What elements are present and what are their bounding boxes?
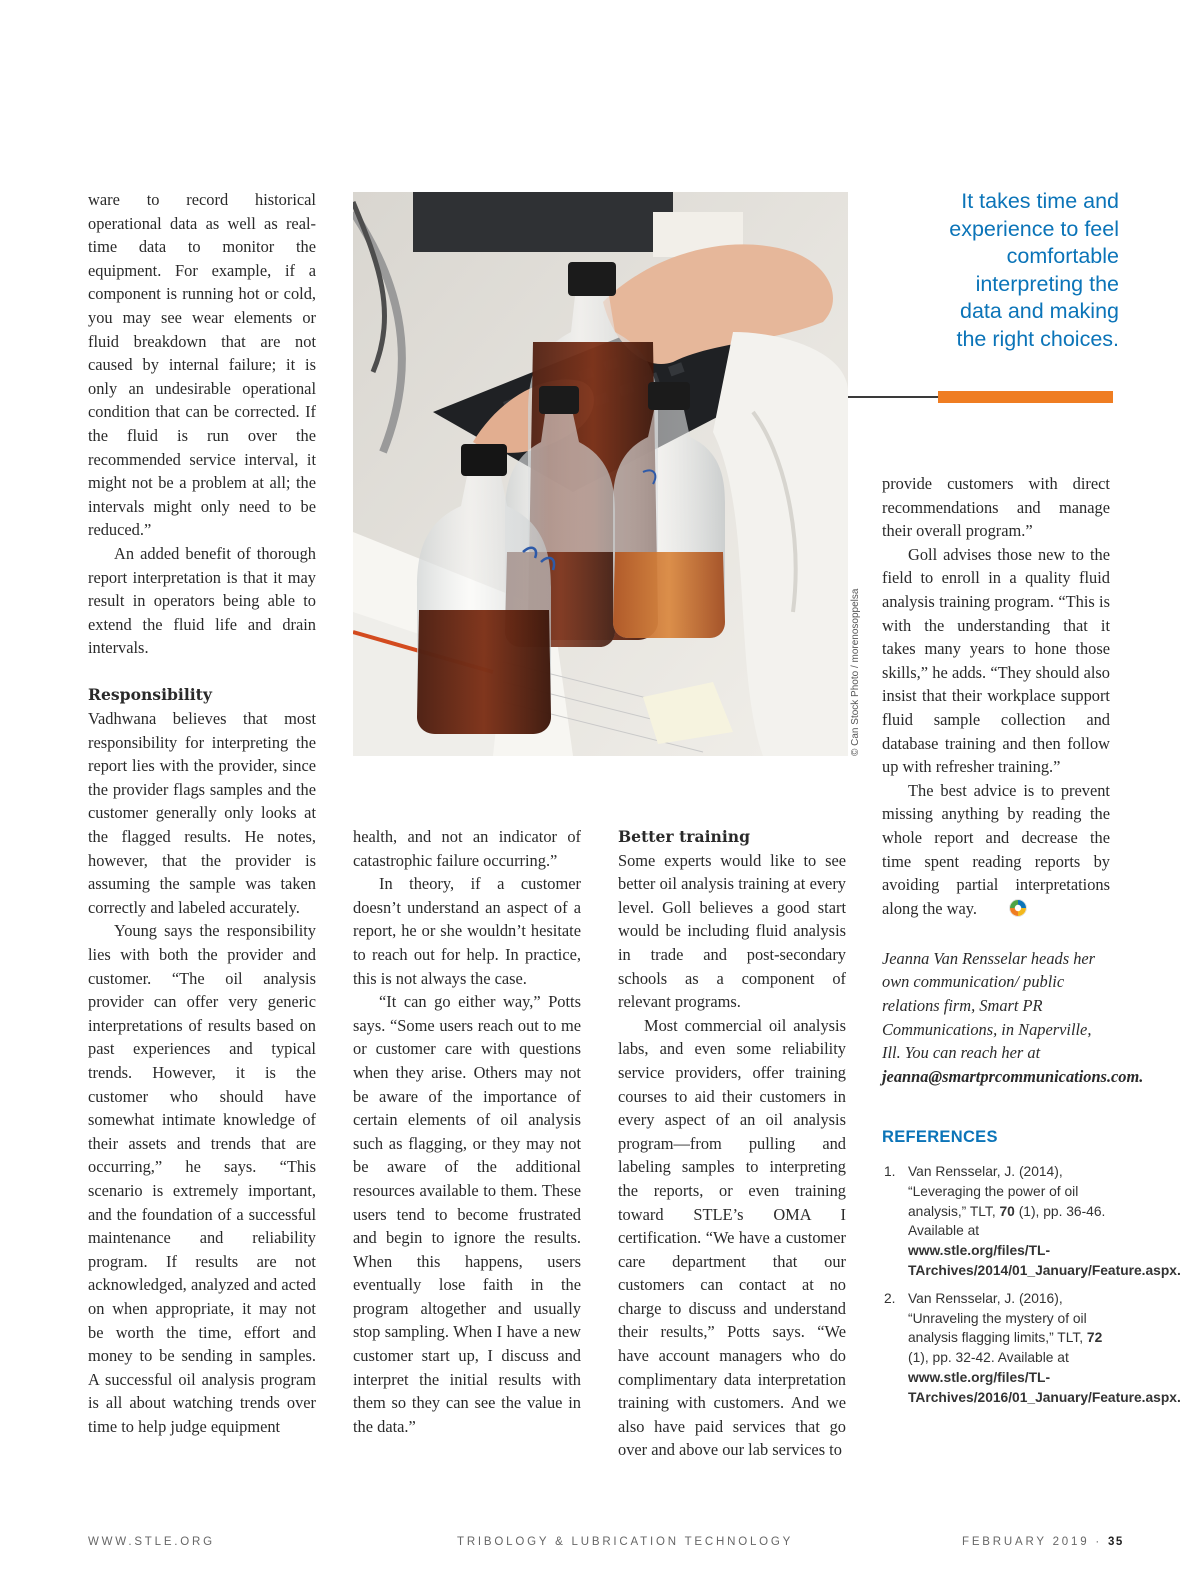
section-heading-better-training: Better training <box>618 827 751 846</box>
reference-item <box>882 1162 1181 1281</box>
stle-logo-icon <box>983 899 1027 924</box>
photo-credit: © Can Stock Photo / morenosoppelsa <box>850 588 861 756</box>
section-heading-responsibility: Responsibility <box>88 685 212 705</box>
body-paragraph: Most commercial oil analysis labs, and even some reliability service providers, offer training courses to aid their customers in every aspect of an oil analysis program—from pulling and labeling samples to interpreting the reports, or even training toward STLE’s OMA I certification. “We have a customer care department that our customers can contact at no charge to discuss and understand their results,” Potts says. “We have account managers who do complimentary data interpretation training with customers. And we also have paid services that go over and above our lab services to <box>618 1015 846 1460</box>
reference-number: 1. <box>884 1164 896 1180</box>
author-bio <box>882 947 1144 1089</box>
reference-text: Van Rensselar, J. (2016), “Unraveling the mystery of oil analysis flagging limits,” TLT, <box>908 1290 1087 1346</box>
reference-volume: 72 <box>1086 1330 1103 1346</box>
pull-quote: It takes time and experience to feel comfortable interpreting the data and making the right choices. <box>949 189 1119 351</box>
text-column-2 <box>353 825 581 1438</box>
text-column-1 <box>88 188 316 1438</box>
footer-website[interactable]: WWW.STLE.ORG <box>88 1536 215 1548</box>
footer-date-text: FEBRUARY 2019 · <box>962 1536 1103 1548</box>
page-number: 35 <box>1108 1536 1124 1548</box>
references-heading: REFERENCES <box>882 1128 998 1147</box>
paragraph-spacer <box>882 923 1110 947</box>
body-paragraph: ware to record historical operational data as well as real-time data to monitor the equipment. For example, if a component is running hot or cold, you may see wear elements or fluid breakdown that are not caused by internal failure; it is only an undesirable operational condition that can be corrected. If the fluid is run over the recommended service interval, it might not be a problem at all; the intervals might only need to be reduced.” <box>88 190 316 540</box>
reference-text: (1), pp. 32-42. Available at <box>908 1350 1069 1366</box>
reference-volume: 70 <box>999 1203 1015 1219</box>
body-paragraph: In theory, if a customer doesn’t understand an aspect of a report, he or she wouldn’t hesitate to reach out for help. In practice, this is not always the case. <box>353 874 581 988</box>
pull-quote-rule <box>848 396 938 398</box>
reference-url-link[interactable]: www.stle.org/files/TL-TArchives/2016/01_January/Feature.aspx. <box>908 1370 1181 1405</box>
body-paragraph: “It can go either way,” Potts says. “Some users reach out to me or customer care with questions when they arise. Others may not be aware of the importance of certain elements of oil analysis such as flagging, or they may not be aware of the additional resources available to them. These users tend to become frustrated and begin to ignore the results. When this happens, users eventually lose faith in the program altogether and usually stop sampling. When I have a new customer start up, I discuss and interpret the initial results with them so they can see the value in the data.” <box>353 992 581 1436</box>
body-paragraph: Vadhwana believes that most responsibility for interpreting the report lies with the provider, since the provider flags samples and the customer generally only looks at the flagged results. He notes, however, that the provider is assuming the sample was taken correctly and labeled accurately. <box>88 709 316 917</box>
reference-url-link[interactable]: www.stle.org/files/TL-TArchives/2014/01_January/Feature.aspx. <box>908 1243 1181 1279</box>
body-paragraph: An added benefit of thorough report interpretation is that it may result in operators being able to extend the fluid life and drain intervals. <box>88 543 316 658</box>
references-list <box>882 1162 1181 1408</box>
pull-quote-accent-bar <box>938 391 1113 403</box>
reference-text: (1), pp. 36-46. Available at <box>908 1203 1106 1239</box>
footer-publication: TRIBOLOGY & LUBRICATION TECHNOLOGY <box>457 1536 794 1548</box>
text-column-3 <box>618 825 846 1462</box>
closing-text: The best advice is to prevent missing anything by reading the whole report and decrease the time spent reading reports by avoiding partial interpretations along the way. <box>882 780 1110 918</box>
footer-date <box>962 1536 1124 1548</box>
author-email-link[interactable]: jeanna@smartprcommunications.com. <box>882 1066 1144 1086</box>
reference-text: Van Rensselar, J. (2014), “Leveraging the power of oil analysis,” TLT, <box>908 1164 1079 1219</box>
paragraph-spacer <box>88 660 316 684</box>
reference-item <box>882 1289 1181 1408</box>
body-paragraph: health, and not an indicator of catastrophic failure occurring.” <box>353 827 581 870</box>
reference-number: 2. <box>884 1290 896 1306</box>
body-paragraph: Some experts would like to see better oil analysis training at every level. Goll believes a good start would be including fluid analysis in trade and post-secondary schools as a component of relevant programs. <box>618 850 846 1012</box>
oil-sample-bottles-image <box>353 192 848 756</box>
body-paragraph-final <box>882 779 1110 924</box>
author-bio-text: Jeanna Van Rensselar heads her own communication/ public relations firm, Smart PR Communications, in Naperville, Ill. You can reach her at <box>882 948 1096 1063</box>
body-paragraph: Goll advises those new to the field to enroll in a quality fluid analysis training program. “This is with the understanding that it takes many years to hone those skills,” he adds. “They should also insist that their workplace support fluid sample collection and database training and then follow up with refresher training.” <box>882 544 1110 777</box>
body-paragraph: provide customers with direct recommendations and manage their overall program.” <box>882 474 1110 541</box>
text-column-4 <box>882 472 1181 1416</box>
body-paragraph: Young says the responsibility lies with both the provider and customer. “The oil analysis provider can offer very generic interpretations of results based on past experiences and typical trends. However, it is the customer who should have somewhat intimate knowledge of their assets and trends that are occurring,” he says. “This scenario is extremely important, and the foundation of a successful maintenance and reliability program. If results are not acknowledged, analyzed and acted on when appropriate, it may not be worth the time, effort and money to be sending in samples. A successful oil analysis program is all about watching trends over time to help judge equipment <box>88 921 316 1436</box>
lab-photo <box>353 192 848 756</box>
